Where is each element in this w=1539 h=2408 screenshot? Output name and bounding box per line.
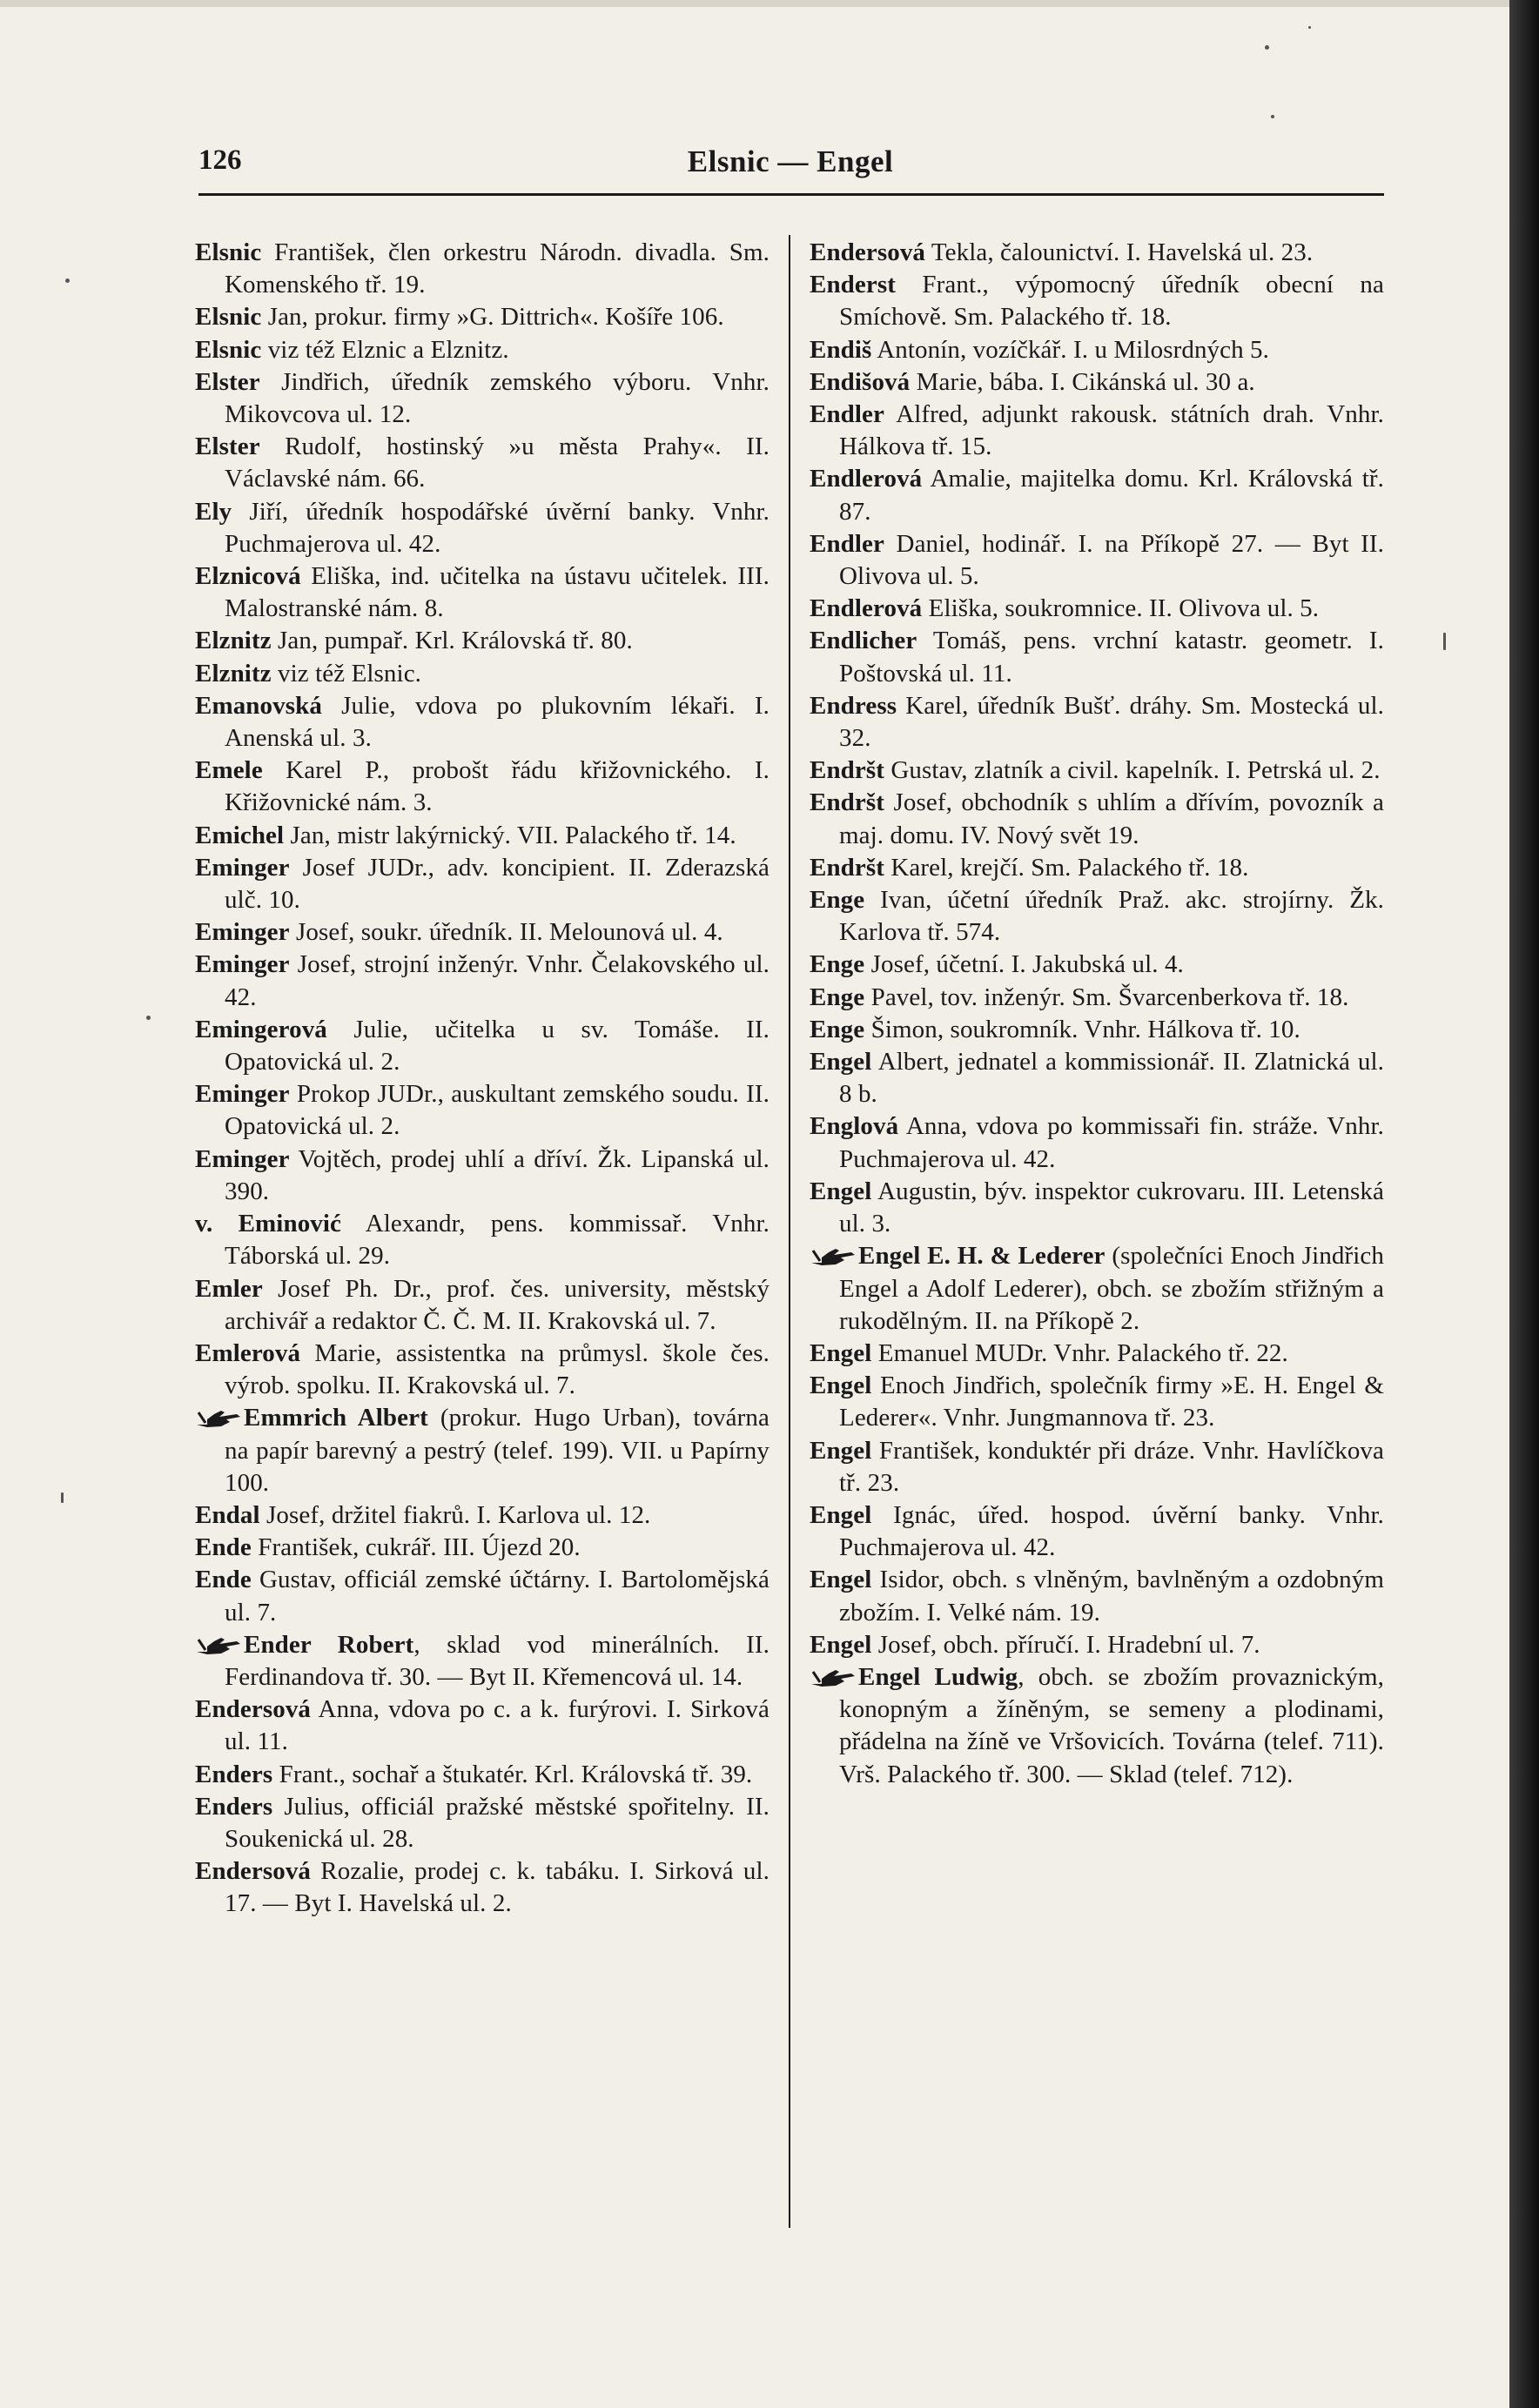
entry-details: Josef, obch. příručí. I. Hradební ul. 7. xyxy=(877,1630,1260,1659)
entry-surname: Enge xyxy=(810,1015,865,1043)
entry-details: Šimon, soukromník. Vnhr. Hálkova tř. 10. xyxy=(870,1015,1300,1043)
pointing-hand-icon xyxy=(810,1243,858,1264)
entry-surname: Enders xyxy=(195,1792,273,1821)
pointing-hand-icon xyxy=(195,1632,244,1653)
entry-surname: Endiš xyxy=(810,335,872,364)
directory-entry xyxy=(195,1144,770,1208)
entry-surname: Engel xyxy=(810,1436,872,1465)
entry-surname: Elsnic xyxy=(195,335,262,364)
right-column xyxy=(810,237,1384,1791)
entry-details: Julie, učitelka u sv. Tomáše. II. Opatovická ul. 2. xyxy=(225,1015,770,1077)
left-column xyxy=(195,237,770,1921)
directory-entry xyxy=(810,463,1384,527)
entry-surname: Engel E. H. & Lederer xyxy=(858,1242,1106,1271)
entry-details: Isidor, obch. s vlněným, bavlněným a ozdobným zbožím. I. Velké nám. 19. xyxy=(839,1566,1385,1627)
entry-surname: Emmrich Albert xyxy=(244,1404,428,1432)
directory-entry xyxy=(810,1564,1384,1628)
entry-surname: Engel xyxy=(810,1177,872,1205)
directory-entry xyxy=(810,1338,1384,1370)
directory-entry xyxy=(195,916,770,949)
entry-details: Anna, vdova po kommissaři fin. stráže. Vnhr. Puchmajerova ul. 42. xyxy=(839,1112,1384,1173)
entry-details: Emanuel MUDr. Vnhr. Palackého tř. 22. xyxy=(877,1338,1288,1367)
entry-details: Ivan, účetní úředník Praž. akc. strojírny. Žk. Karlova tř. 574. xyxy=(839,886,1384,947)
directory-entry xyxy=(810,1240,1384,1338)
entry-details: Vojtěch, prodej uhlí a dříví. Žk. Lipanská ul. 390. xyxy=(225,1144,770,1205)
entry-details: Frant., sochař a štukatér. Krl. Královská tř. 39. xyxy=(279,1760,753,1788)
entry-details: Enoch Jindřich, společník firmy »E. H. Engel & Lederer«. Vnhr. Jungmannova tř. 23. xyxy=(839,1372,1384,1432)
directory-entry xyxy=(195,1759,770,1791)
directory-entry xyxy=(195,690,770,755)
entry-details: Julie, vdova po plukovním lékaři. I. Anenská ul. 3. xyxy=(225,691,770,753)
directory-entry xyxy=(195,1273,770,1338)
entry-surname: Endršt xyxy=(810,788,885,817)
directory-entry xyxy=(195,366,770,431)
pointing-hand-icon xyxy=(195,1405,244,1425)
entry-details: Augustin, býv. inspektor cukrovaru. III. Letenská ul. 3. xyxy=(839,1177,1384,1238)
entry-surname: Engel xyxy=(810,1630,872,1659)
entry-details: Gustav, zlatník a civil. kapelník. I. Petrská ul. 2. xyxy=(890,756,1381,785)
entry-details: Eliška, soukromnice. II. Olivova ul. 5. xyxy=(928,594,1320,623)
entry-surname: Engel xyxy=(810,1338,872,1367)
entry-surname: Endlicher xyxy=(810,627,917,655)
entry-details: Albert, jednatel a kommissionář. II. Zlatnická ul. 8 b. xyxy=(839,1048,1384,1109)
directory-entry xyxy=(195,1078,770,1143)
header-rule xyxy=(198,193,1384,196)
directory-entry xyxy=(810,949,1384,981)
entry-surname: Eminger xyxy=(195,1080,290,1109)
entry-surname: Emlerová xyxy=(195,1338,301,1367)
entry-details: Amalie, majitelka domu. Krl. Královská tř. 87. xyxy=(839,465,1385,526)
directory-entry xyxy=(195,1694,770,1758)
entry-details: Josef, soukr. úředník. II. Melounová ul. 4. xyxy=(296,918,723,947)
directory-entry xyxy=(195,658,770,690)
entry-surname: Engel xyxy=(810,1500,872,1529)
entry-details: Julius, officiál pražské městské spořitelny. II. Soukenická ul. 28. xyxy=(225,1792,770,1853)
directory-entry xyxy=(195,431,770,495)
directory-entry xyxy=(810,237,1384,269)
directory-entry xyxy=(195,334,770,366)
entry-surname: Elznitz xyxy=(195,627,272,655)
entry-details: Gustav, officiál zemské účtárny. I. Bartolomějská ul. 7. xyxy=(225,1566,770,1627)
entry-details: (společníci Enoch Jindřich Engel a Adolf Lederer), obch. se zbožím střižným a rukodělným. II. na Příkopě 2. xyxy=(839,1242,1385,1335)
entry-surname: Ely xyxy=(195,497,232,526)
directory-entry xyxy=(810,334,1384,366)
entry-details: Tomáš, pens. vrchní katastr. geometr. I. Poštovská ul. 11. xyxy=(839,627,1384,688)
page-number: 126 xyxy=(198,144,242,176)
pointing-hand-icon xyxy=(810,1664,858,1685)
entry-surname: Elsnic xyxy=(195,238,262,266)
entry-details: Alfred, adjunkt rakousk. státních drah. Vnhr. Hálkova tř. 15. xyxy=(839,400,1384,461)
directory-entry xyxy=(810,1629,1384,1661)
entry-surname: Emichel xyxy=(195,821,285,849)
directory-entry xyxy=(810,1435,1384,1499)
directory-entry xyxy=(810,1046,1384,1110)
entry-surname: Eminger xyxy=(195,950,290,979)
entry-surname: Endersová xyxy=(195,1695,312,1724)
entry-surname: Elster xyxy=(195,433,260,461)
entry-surname: Ende xyxy=(195,1533,252,1562)
directory-entry xyxy=(810,690,1384,755)
entry-details: Jiří, úředník hospodářské úvěrní banky. Vnhr. Puchmajerova ul. 42. xyxy=(225,497,770,558)
entry-details: Rudolf, hostinský »u města Prahy«. II. Václavské nám. 66. xyxy=(225,433,770,493)
entry-surname: Eminger xyxy=(195,1144,290,1173)
directory-entry xyxy=(810,269,1384,333)
column-divider xyxy=(789,235,790,2228)
directory-entry xyxy=(810,366,1384,399)
entry-surname: Emler xyxy=(195,1274,263,1303)
directory-entry xyxy=(195,820,770,852)
entry-surname: v. Eminović xyxy=(195,1210,342,1238)
entry-surname: Endal xyxy=(195,1500,260,1529)
entry-details: Frant., výpomocný úředník obecní na Smíchově. Sm. Palackého tř. 18. xyxy=(839,271,1384,332)
directory-entry xyxy=(195,1532,770,1564)
entry-surname: Enge xyxy=(810,886,865,915)
entry-details: Karel P., probošt řádu křižovnického. I. Křižovnické nám. 3. xyxy=(225,756,770,817)
entry-surname: Engel xyxy=(810,1372,872,1400)
directory-entry xyxy=(810,1499,1384,1564)
entry-details: Josef, držitel fiakrů. I. Karlova ul. 12. xyxy=(266,1500,651,1529)
entry-details: Karel, krejčí. Sm. Palackého tř. 18. xyxy=(890,853,1249,882)
entry-surname: Engel xyxy=(810,1566,872,1594)
entry-surname: Elsnic xyxy=(195,303,262,332)
entry-details: Josef, účetní. I. Jakubská ul. 4. xyxy=(870,950,1184,979)
directory-entry xyxy=(810,399,1384,463)
entry-details: František, člen orkestru Národn. divadla. Sm. Komenského tř. 19. xyxy=(225,238,770,299)
directory-entry xyxy=(810,787,1384,851)
directory-entry xyxy=(810,982,1384,1014)
entry-details: Prokop JUDr., auskultant zemského soudu. II. Opatovická ul. 2. xyxy=(225,1080,770,1141)
entry-surname: Endress xyxy=(810,691,897,720)
entry-details: Karel, úředník Bušť. dráhy. Sm. Mostecká ul. 32. xyxy=(839,691,1384,753)
entry-surname: Elznicová xyxy=(195,562,301,591)
entry-surname: Enderst xyxy=(810,271,896,299)
directory-entry xyxy=(195,1499,770,1532)
directory-entry xyxy=(195,496,770,560)
entry-surname: Endišová xyxy=(810,367,911,396)
directory-entry xyxy=(195,237,770,301)
entry-details: , sklad vod minerálních. II. Ferdinandova tř. 30. — Byt II. Křemencová ul. 14. xyxy=(225,1630,770,1691)
entry-details: (prokur. Hugo Urban), továrna na papír barevný a pestrý (telef. 199). VII. u Papírny 100. xyxy=(225,1404,770,1497)
entry-surname: Engel Ludwig xyxy=(858,1662,1018,1691)
directory-entry xyxy=(810,625,1384,689)
entry-surname: Englová xyxy=(810,1112,899,1141)
running-head: Elsnic — Engel xyxy=(687,144,894,178)
entry-details: Jan, mistr lakýrnický. VII. Palackého tř. 14. xyxy=(290,821,736,849)
entry-surname: Eminger xyxy=(195,853,290,882)
entry-details: Pavel, tov. inženýr. Sm. Švarcenberkova tř. 18. xyxy=(870,983,1349,1011)
entry-details: František, cukrář. III. Újezd 20. xyxy=(258,1533,581,1562)
entry-details: Rozalie, prodej c. k. tabáku. I. Sirková ul. 17. — Byt I. Havelská ul. 2. xyxy=(225,1857,770,1918)
directory-entry xyxy=(195,1208,770,1272)
entry-surname: Elznitz xyxy=(195,659,272,688)
entry-surname: Engel xyxy=(810,1048,872,1077)
entry-surname: Ende xyxy=(195,1566,252,1594)
directory-entry xyxy=(810,593,1384,625)
entry-details: viz též Elsnic. xyxy=(278,659,422,688)
entry-surname: Endler xyxy=(810,400,884,429)
directory-entry xyxy=(810,1014,1384,1046)
entry-details: Antonín, vozíčkář. I. u Milosrdných 5. xyxy=(877,335,1270,364)
directory-entry xyxy=(810,1110,1384,1175)
entry-surname: Enge xyxy=(810,950,865,979)
entry-details: Josef, obchodník s uhlím a dřívím, povozník a maj. domu. IV. Nový svět 19. xyxy=(839,788,1384,849)
directory-entry xyxy=(195,1014,770,1078)
entry-details: Josef JUDr., adv. koncipient. II. Zderazská ulč. 10. xyxy=(225,853,770,915)
directory-entry xyxy=(810,1370,1384,1434)
page-header xyxy=(198,144,1382,184)
directory-entry xyxy=(810,1661,1384,1791)
directory-entry xyxy=(810,528,1384,593)
entry-details: Ignác, úřed. hospod. úvěrní banky. Vnhr. Puchmajerova ul. 42. xyxy=(839,1500,1384,1562)
entry-details: Alexandr, pens. kommissař. Vnhr. Táborská ul. 29. xyxy=(225,1210,770,1271)
entry-surname: Enders xyxy=(195,1760,273,1788)
entry-surname: Endlerová xyxy=(810,594,923,623)
entry-details: Eliška, ind. učitelka na ústavu učitelek. III. Malostranské nám. 8. xyxy=(225,562,770,623)
directory-entry xyxy=(195,301,770,333)
entry-details: František, konduktér při dráze. Vnhr. Havlíčkova tř. 23. xyxy=(839,1436,1384,1497)
entry-details: Daniel, hodinář. I. na Příkopě 27. — Byt II. Olivova ul. 5. xyxy=(839,529,1384,591)
directory-entry xyxy=(195,625,770,657)
entry-details: , obch. se zbožím provaznickým, konopným a žíněným, se semeny a plodinami, přádelna na žíně ve Vršovicích. Továrna (telef. 711). Vrš. Palackého tř. 300. — Sklad (telef. 712). xyxy=(839,1662,1384,1788)
directory-entry xyxy=(195,1402,770,1499)
directory-entry xyxy=(195,949,770,1013)
directory-entry xyxy=(810,852,1384,884)
entry-surname: Enge xyxy=(810,983,865,1011)
entry-details: Jindřich, úředník zemského výboru. Vnhr. Mikovcova ul. 12. xyxy=(225,367,770,429)
directory-entry xyxy=(810,1176,1384,1240)
entry-details: viz též Elznic a Elznitz. xyxy=(267,335,509,364)
entry-surname: Elster xyxy=(195,367,260,396)
entry-surname: Endršt xyxy=(810,853,885,882)
entry-details: Marie, assistentka na průmysl. škole čes. výrob. spolku. II. Krakovská ul. 7. xyxy=(225,1338,770,1400)
page-top-edge xyxy=(0,0,1539,7)
entry-surname: Emele xyxy=(195,756,263,785)
entry-surname: Emingerová xyxy=(195,1015,327,1043)
entry-details: Josef Ph. Dr., prof. čes. university, městský archivář a redaktor Č. Č. M. II. Krakovská ul. 7. xyxy=(225,1274,770,1335)
entry-surname: Endersová xyxy=(810,238,926,266)
entry-surname: Emanovská xyxy=(195,691,322,720)
entry-details: Anna, vdova po c. a k. furýrovi. I. Sirková ul. 11. xyxy=(225,1695,770,1756)
directory-entry xyxy=(195,1791,770,1855)
directory-entry xyxy=(195,1338,770,1402)
entry-details: Jan, pumpař. Krl. Královská tř. 80. xyxy=(278,627,633,655)
directory-entry xyxy=(195,1855,770,1920)
entry-details: Josef, strojní inženýr. Vnhr. Čelakovského ul. 42. xyxy=(225,950,770,1011)
entry-details: Jan, prokur. firmy »G. Dittrich«. Košíře 106. xyxy=(267,303,724,332)
directory-entry xyxy=(195,852,770,916)
entry-details: Marie, bába. I. Cikánská ul. 30 a. xyxy=(916,367,1255,396)
entry-details: Tekla, čalounictví. I. Havelská ul. 23. xyxy=(931,238,1314,266)
entry-surname: Endler xyxy=(810,529,884,558)
directory-entry xyxy=(195,560,770,625)
directory-entry xyxy=(195,1629,770,1694)
directory-entry xyxy=(195,1564,770,1628)
entry-surname: Ender Robert xyxy=(244,1630,414,1659)
directory-entry xyxy=(810,884,1384,949)
entry-surname: Endlerová xyxy=(810,465,923,493)
scan-border xyxy=(1509,0,1539,2408)
entry-surname: Eminger xyxy=(195,918,290,947)
directory-entry xyxy=(810,755,1384,787)
entry-surname: Endersová xyxy=(195,1857,312,1886)
directory-entry xyxy=(195,755,770,819)
entry-surname: Endršt xyxy=(810,756,885,785)
